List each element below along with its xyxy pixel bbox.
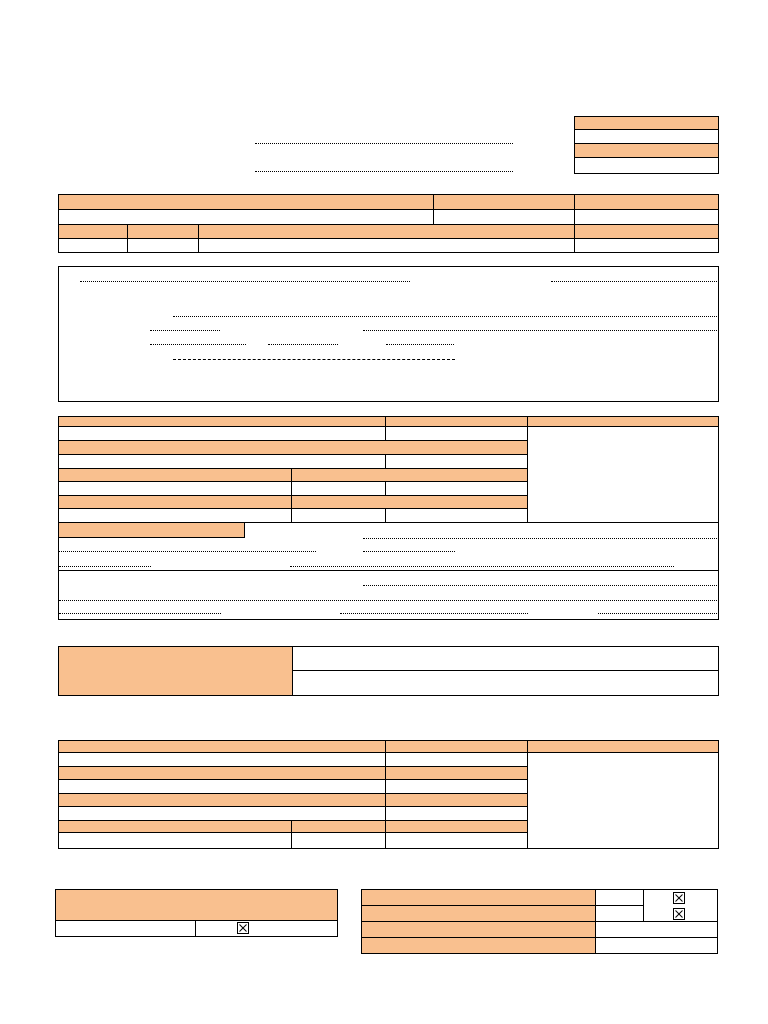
x-mark-icon	[674, 893, 684, 903]
section-5-row-1[interactable]	[59, 753, 527, 767]
section-3-row-3[interactable]	[59, 455, 527, 469]
address-line-3a[interactable]	[150, 330, 220, 331]
bottom-right-row-1-label	[362, 890, 596, 906]
section-3-divider	[59, 570, 718, 571]
section-3-line-1[interactable]	[363, 538, 717, 539]
section-5-row-3[interactable]	[59, 780, 527, 794]
section-4-field-1[interactable]	[293, 647, 718, 671]
top-right-box	[574, 116, 719, 174]
section-5-row-6	[59, 821, 527, 833]
info-table-1-field-f[interactable]	[199, 239, 574, 252]
section-5-row-5[interactable]	[59, 807, 527, 821]
section-5-vsep-c	[291, 821, 292, 848]
address-line-1a[interactable]	[80, 281, 410, 282]
section-5-right-field[interactable]	[528, 753, 718, 848]
bottom-right-row-1-field[interactable]	[596, 890, 644, 906]
section-3-subheader	[59, 523, 245, 538]
section-3-line-2a[interactable]	[59, 551, 316, 552]
top-right-box-field-2[interactable]	[575, 158, 718, 173]
section-4-field-2[interactable]	[293, 671, 718, 695]
section-3-line-6c[interactable]	[598, 613, 717, 614]
section-5-row-2	[59, 767, 527, 780]
section-4-label-cell	[59, 647, 293, 695]
bottom-right-row-4-field[interactable]	[596, 938, 717, 953]
info-table-1-field-g[interactable]	[575, 239, 718, 252]
section-3-right-field[interactable]	[528, 427, 718, 523]
section-5-vsep-d	[385, 753, 386, 848]
section-3-line-6a[interactable]	[59, 613, 221, 614]
info-table-1-field-e[interactable]	[128, 239, 198, 252]
section-5-row-4	[59, 794, 527, 807]
section-4	[58, 646, 719, 696]
info-table-1-field-c[interactable]	[575, 210, 718, 224]
info-table-1-header-row-2	[59, 224, 718, 239]
section-3-header-row	[59, 417, 718, 427]
section-5-header-row	[59, 741, 718, 753]
bottom-left-box	[55, 889, 338, 937]
header-line-2[interactable]	[255, 171, 513, 172]
address-line-4a[interactable]	[150, 344, 246, 345]
address-line-4b[interactable]	[268, 344, 338, 345]
header-line-1[interactable]	[255, 143, 513, 144]
x-mark-icon	[238, 923, 248, 933]
address-line-5[interactable]	[173, 359, 455, 360]
bottom-right-row-3-field[interactable]	[596, 922, 717, 938]
top-right-box-header-1	[575, 117, 718, 130]
section-3-vsep-c	[291, 469, 292, 523]
bottom-right-row-2-label	[362, 906, 596, 922]
section-3-line-5[interactable]	[59, 600, 717, 601]
section-3-line-2b[interactable]	[363, 551, 455, 552]
bottom-right-box	[361, 889, 718, 954]
info-table-1	[58, 194, 719, 253]
info-table-1-divider	[59, 224, 718, 225]
checkbox-bottom-left[interactable]	[237, 922, 249, 934]
section-3-row-1[interactable]	[59, 427, 527, 441]
address-line-2[interactable]	[173, 316, 717, 317]
checkbox-bottom-right-1[interactable]	[673, 892, 685, 904]
section-3-row-6	[59, 496, 527, 509]
address-line-4c[interactable]	[386, 344, 454, 345]
bottom-left-header	[56, 890, 337, 921]
section-3-row-7[interactable]	[59, 509, 527, 523]
bottom-right-row-3-label	[362, 922, 596, 938]
bottom-left-field[interactable]	[56, 921, 196, 936]
section-3-line-3a[interactable]	[59, 566, 151, 567]
top-right-box-field-1[interactable]	[575, 130, 718, 144]
section-3-line-6b[interactable]	[340, 613, 528, 614]
section-5-row-7[interactable]	[59, 833, 527, 848]
address-box	[58, 266, 719, 402]
address-line-3b[interactable]	[363, 330, 717, 331]
section-3-line-3b[interactable]	[290, 566, 674, 567]
bottom-right-row-4-label	[362, 938, 596, 953]
section-3-row-4	[59, 469, 527, 482]
info-table-1-header-row-1	[59, 195, 718, 210]
bottom-right-row-2-field[interactable]	[596, 906, 644, 922]
address-line-1b[interactable]	[551, 281, 717, 282]
info-table-1-field-a[interactable]	[59, 210, 433, 224]
info-table-1-field-d[interactable]	[59, 239, 127, 252]
section-3-row-2	[59, 441, 527, 455]
info-table-1-field-b[interactable]	[434, 210, 574, 224]
top-right-box-header-2	[575, 144, 718, 158]
section-3-row-5[interactable]	[59, 482, 527, 496]
bottom-right-row-2-checkbox-cell	[644, 906, 717, 922]
section-3-line-4[interactable]	[363, 585, 717, 586]
